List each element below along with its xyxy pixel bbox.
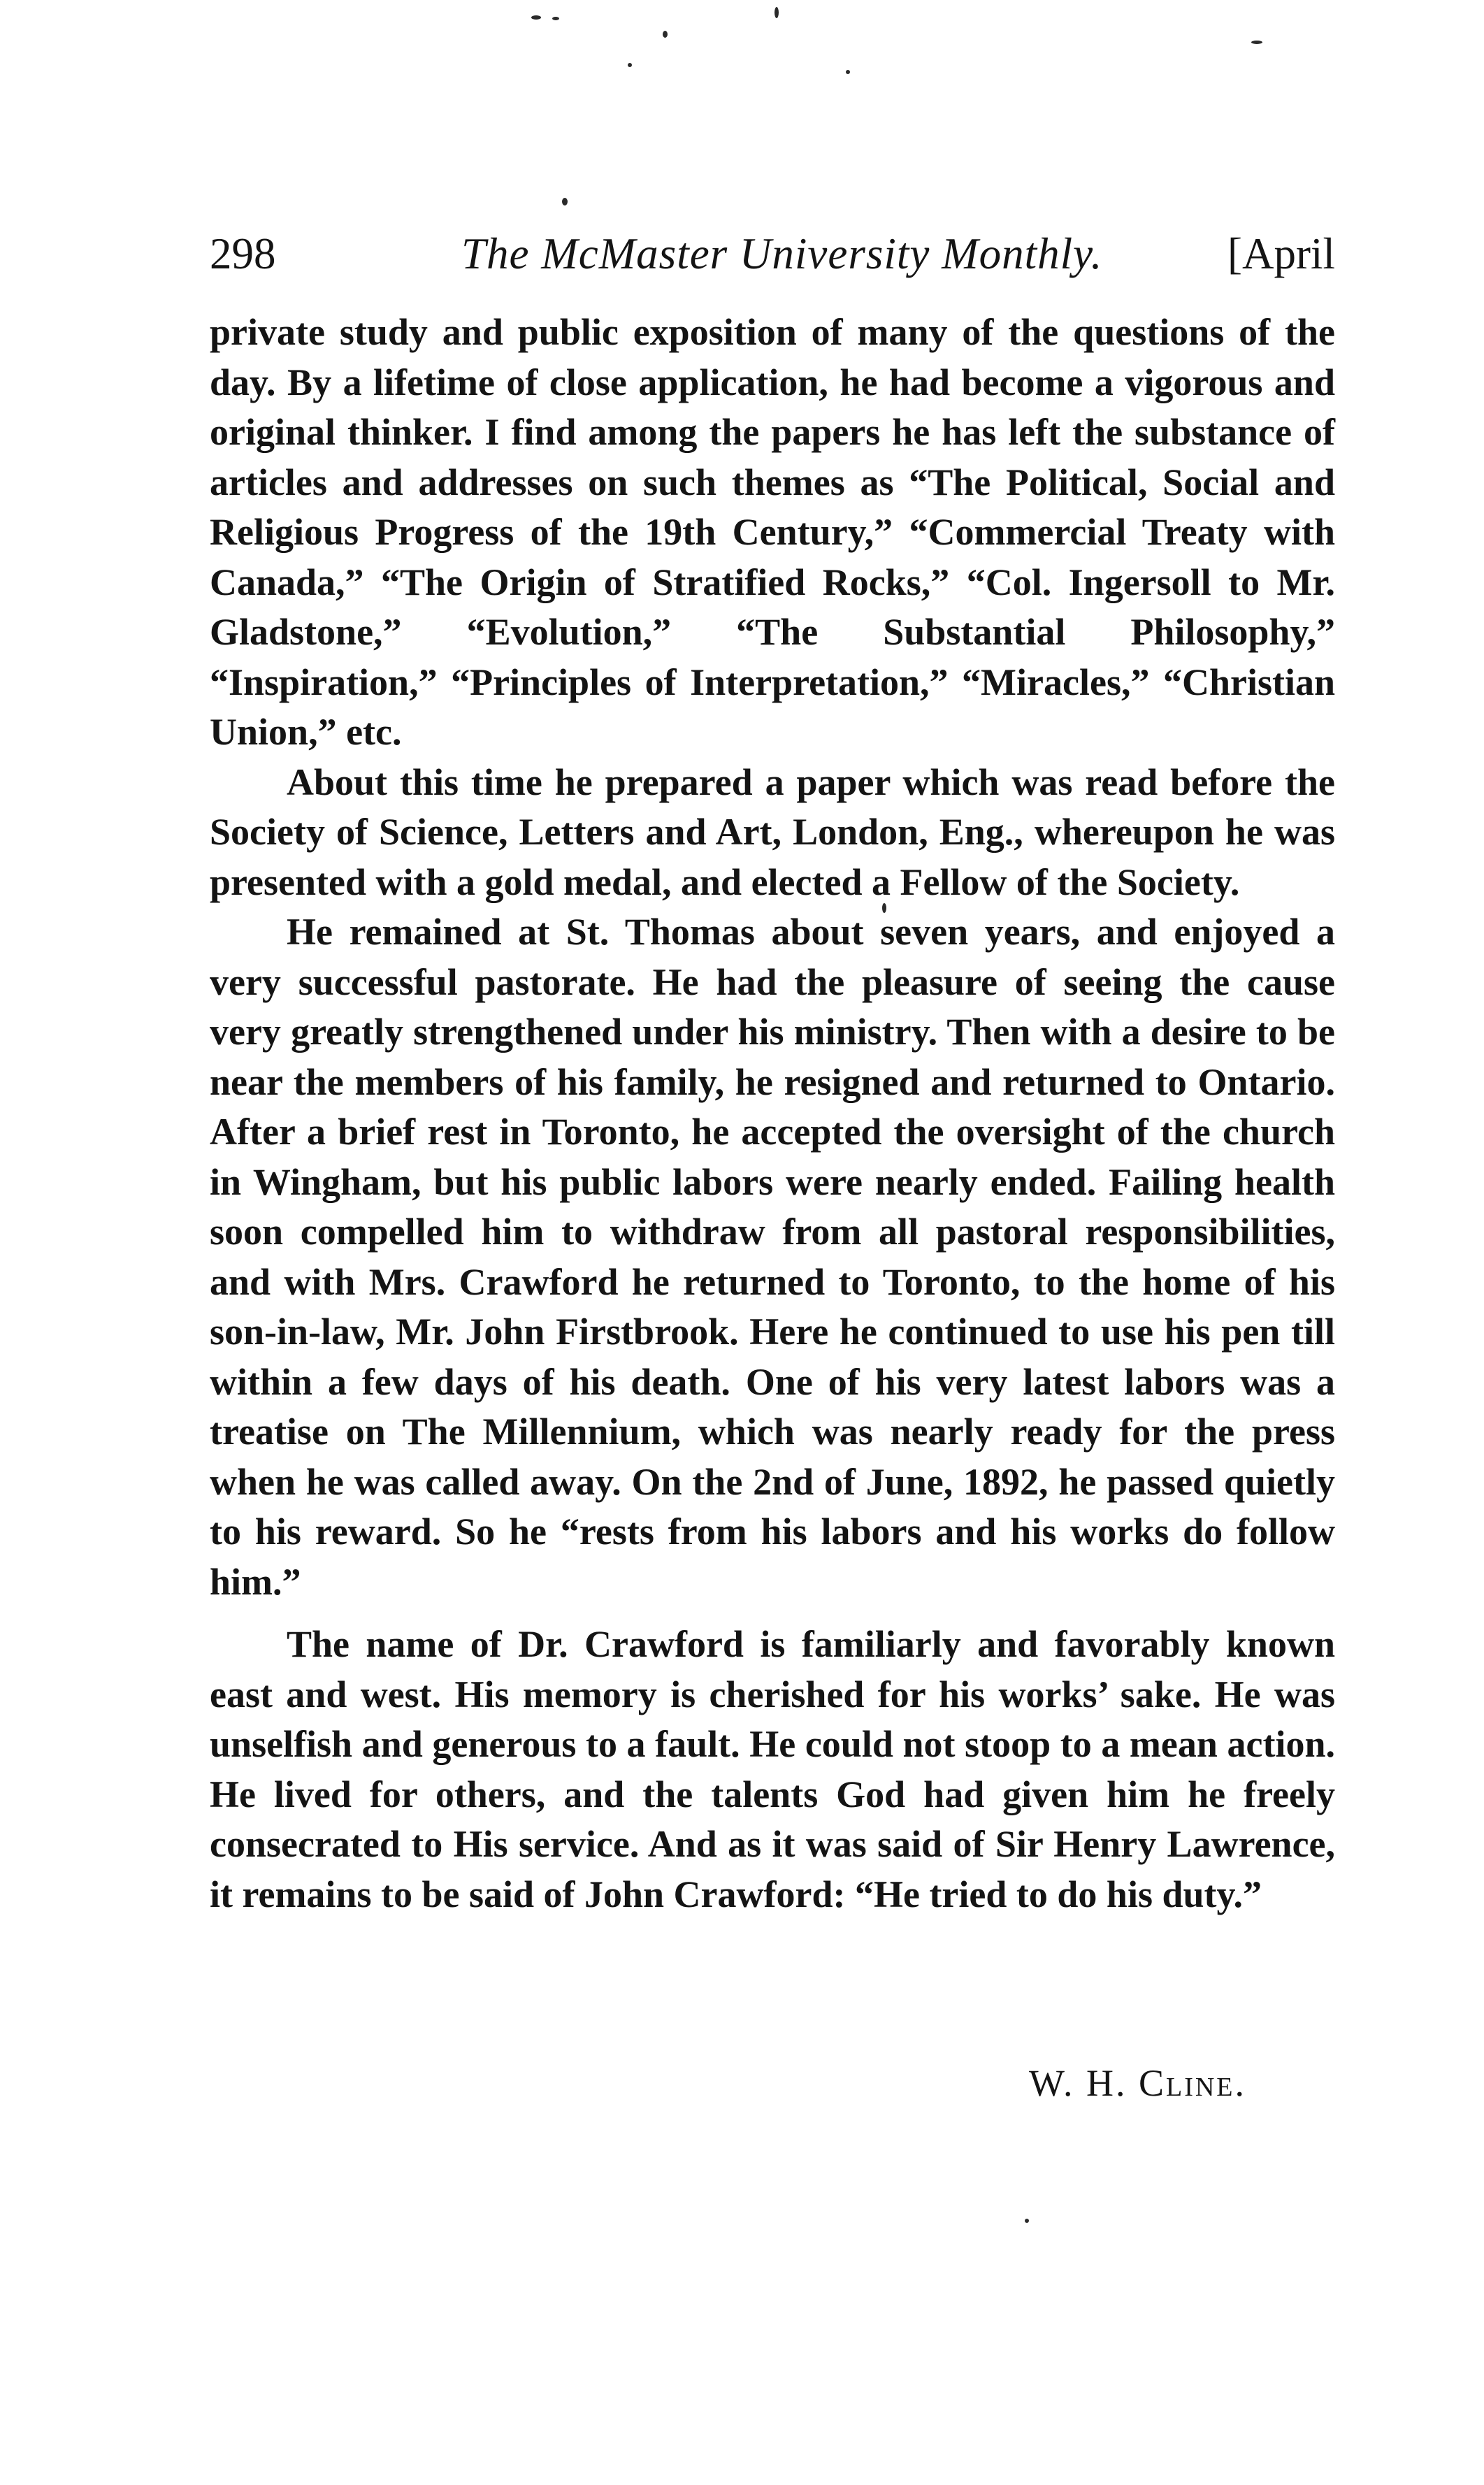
scan-speck — [846, 70, 850, 74]
scan-speck — [775, 7, 779, 18]
scan-speck — [628, 63, 632, 67]
paragraph-3: He remained at St. Thomas about seven years, and enjoyed a very successful pastorate. He had the pleasure of seeing the cause very greatly strengthened under his ministry. Then with a desire to be near the members of his family, he resigned and returned to Ontario. After a brief rest in Toronto, he accepted the oversight of the church in Wingham, but his public labors were nearly ended. Failing health soon compelled him to withdraw from all pastoral responsibilities, and with Mrs. Crawford he returned to Toronto, to the home of his son-in-law, Mr. John Firstbrook. Here he continued to use his pen till within a few days of his death. One of his very latest labors was a treatise on The Millennium, which was nearly ready for the press when he was called away. On the 2nd of June, 1892, he passed quietly to his reward. So he “rests from his labors and his works do follow him.” — [210, 911, 1335, 1603]
scan-speck — [1251, 41, 1262, 44]
running-header — [210, 222, 1335, 285]
scan-speck — [562, 198, 568, 206]
scan-speck — [531, 15, 541, 20]
scan-speck — [1025, 2219, 1029, 2223]
issue-month: [April — [1227, 229, 1335, 278]
paragraph-4: The name of Dr. Crawford is familiarly and favorably known east and west. His memory is cherished for his works’ sake. He was unselfish and generous to a fault. He could not stoop to a mean action. He lived for others, and the talents God had given him he freely consecrated to His service. And as it was said of Sir Henry Lawrence, it remains to be said of John Crawford: “He tried to do his duty.” — [210, 1623, 1335, 1915]
journal-title: The McMaster University Monthly. — [461, 229, 1103, 278]
scan-speck — [552, 17, 559, 20]
article-body — [210, 308, 1335, 1919]
scan-speck — [663, 31, 668, 38]
page-number: 298 — [210, 229, 276, 278]
paragraph-2: About this time he prepared a paper which was read before the Society of Science, Letters and Art, London, Eng., whereupon he was presented with a gold medal, and elected a Fellow of the Society. — [210, 761, 1335, 903]
paragraph-1: private study and public exposition of many of the questions of the day. By a lifetime of close application, he had become a vigorous and original thinker. I find among the papers he has left the substance of articles and addresses on such themes as “The Political, Social and Religious Progress of the 19th Century,” “Commercial Treaty with Canada,” “The Origin of Stratified Rocks,” “Col. Ingersoll to Mr. Gladstone,” “Evolution,” “The Substantial Philosophy,” “Inspiration,” “Principles of Interpretation,” “Miracles,” “Christian Union,” etc. — [210, 311, 1335, 753]
author-signature: W. H. Cline. — [1028, 2062, 1246, 2104]
